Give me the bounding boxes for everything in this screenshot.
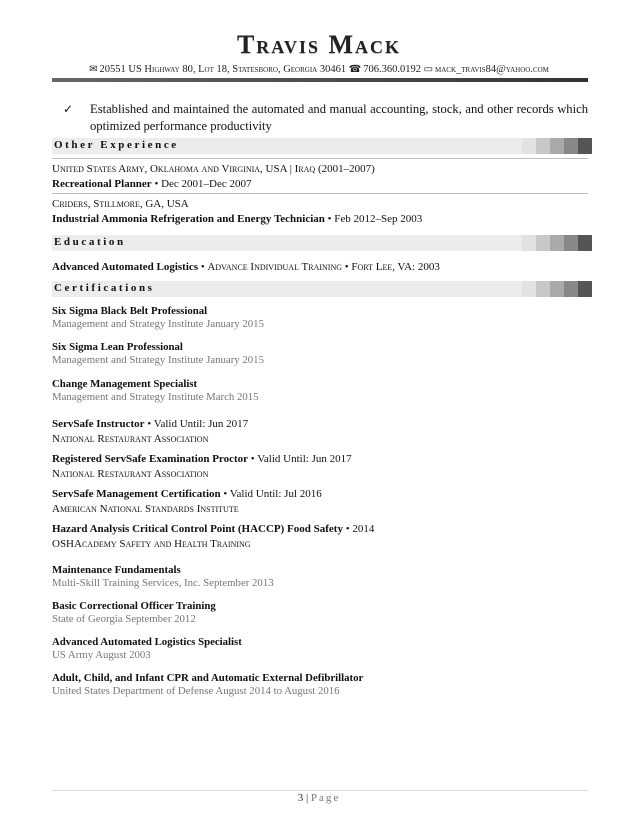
- cert-title: ServSafe Management Certification: [52, 488, 221, 500]
- cert-issuer: OSHAcademy Safety and Health Training: [52, 538, 251, 550]
- cert-issuer: US Army August 2003: [52, 649, 151, 661]
- experience-dates: Dec 2001–Dec 2007: [161, 178, 252, 190]
- cert-title-line: Hazard Analysis Critical Control Point (HACCP) Food Safety • 2014: [52, 523, 375, 535]
- experience-title: Industrial Ammonia Refrigeration and Energy Technician: [52, 213, 325, 225]
- envelope-icon: ✉: [89, 64, 98, 75]
- checkmark-icon: ✓: [63, 102, 74, 116]
- cert-title: Six Sigma Lean Professional: [52, 341, 183, 353]
- cert-issuer: National Restaurant Association: [52, 468, 209, 480]
- cert-issuer: Management and Strategy Institute January 2015: [52, 354, 264, 366]
- section-header-certifications: [52, 281, 592, 297]
- cert-title: Registered ServSafe Examination Proctor: [52, 453, 249, 465]
- page-number: 3: [297, 792, 304, 804]
- cert-title: ServSafe Instructor: [52, 418, 145, 430]
- cert-title: Advanced Automated Logistics Specialist: [52, 636, 242, 648]
- cert-title-line: ServSafe Instructor • Valid Until: Jun 2017: [52, 418, 249, 430]
- bullet-text: Established and maintained the automated and manual accounting, stock, and other records which optimized performance productivity: [90, 102, 588, 133]
- experience-title: Recreational Planner: [52, 178, 152, 190]
- cert-title: Maintenance Fundamentals: [52, 564, 181, 576]
- section-header-experience: [52, 138, 592, 154]
- section-shade-blocks: [522, 235, 592, 251]
- cert-validity: Valid Until: Jun 2017: [257, 453, 352, 465]
- page-label: Page: [310, 792, 341, 804]
- cert-validity: Valid Until: Jun 2017: [153, 418, 249, 430]
- footer-separator: |: [305, 792, 309, 804]
- divider: [52, 193, 588, 194]
- phone-icon: ☎: [348, 64, 362, 75]
- experience-dates: Feb 2012–Sep 2003: [334, 213, 423, 225]
- cert-title: Adult, Child, and Infant CPR and Automatic External Defibrillator: [52, 672, 364, 684]
- education-school: Advance Individual Training: [207, 261, 343, 273]
- section-title: Education: [54, 236, 126, 248]
- experience-org: United States Army, Oklahoma and Virginia, USA | Iraq (2001–2007): [52, 163, 375, 175]
- divider: [52, 158, 588, 159]
- cert-validity: Valid Until: Jul 2016: [229, 488, 322, 500]
- contact-email: mack_travis84@yahoo.com: [435, 64, 549, 75]
- cert-issuer: American National Standards Institute: [52, 503, 239, 515]
- bullet-item: [63, 101, 588, 134]
- section-shade-blocks: [522, 138, 592, 154]
- education-entry: Advanced Automated Logistics • Advance Individual Training • Fort Lee, VA: 2003: [52, 261, 440, 273]
- cert-validity: 2014: [352, 523, 375, 535]
- cert-issuer: Management and Strategy Institute March 2015: [52, 391, 259, 403]
- computer-icon: ▭: [423, 64, 434, 75]
- experience-role: Recreational Planner • Dec 2001–Dec 2007: [52, 178, 252, 190]
- cert-title: Basic Correctional Officer Training: [52, 600, 216, 612]
- cert-issuer: Management and Strategy Institute January 2015: [52, 318, 264, 330]
- footer-rule: [52, 790, 588, 791]
- experience-role: Industrial Ammonia Refrigeration and Energy Technician • Feb 2012–Sep 2003: [52, 213, 423, 225]
- section-header-education: [52, 235, 592, 251]
- page-footer: [0, 792, 638, 804]
- cert-issuer: Multi-Skill Training Services, Inc. September 2013: [52, 577, 274, 589]
- cert-issuer: United States Department of Defense August 2014 to August 2016: [52, 685, 340, 697]
- contact-phone: 706.360.0192: [363, 64, 421, 75]
- cert-title: Six Sigma Black Belt Professional: [52, 305, 208, 317]
- contact-line: [0, 64, 638, 75]
- education-location: Fort Lee, VA: 2003: [351, 261, 440, 273]
- contact-address: 20551 US Highway 80, Lot 18, Statesboro, Georgia 30461: [99, 64, 347, 75]
- header-rule: [52, 78, 588, 82]
- cert-title-line: ServSafe Management Certification • Valid Until: Jul 2016: [52, 488, 322, 500]
- cert-title: Change Management Specialist: [52, 378, 198, 390]
- section-shade-blocks: [522, 281, 592, 297]
- education-program: Advanced Automated Logistics: [52, 261, 199, 273]
- cert-title: Hazard Analysis Critical Control Point (HACCP) Food Safety: [52, 523, 343, 535]
- cert-title-line: Registered ServSafe Examination Proctor • Valid Until: Jun 2017: [52, 453, 352, 465]
- experience-org: Criders, Stillmore, GA, USA: [52, 198, 189, 210]
- resume-name: Travis Mack: [236, 30, 402, 59]
- section-title: Other Experience: [54, 139, 179, 151]
- cert-issuer: State of Georgia September 2012: [52, 613, 196, 625]
- cert-issuer: National Restaurant Association: [52, 433, 209, 445]
- section-title: Certifications: [54, 282, 155, 294]
